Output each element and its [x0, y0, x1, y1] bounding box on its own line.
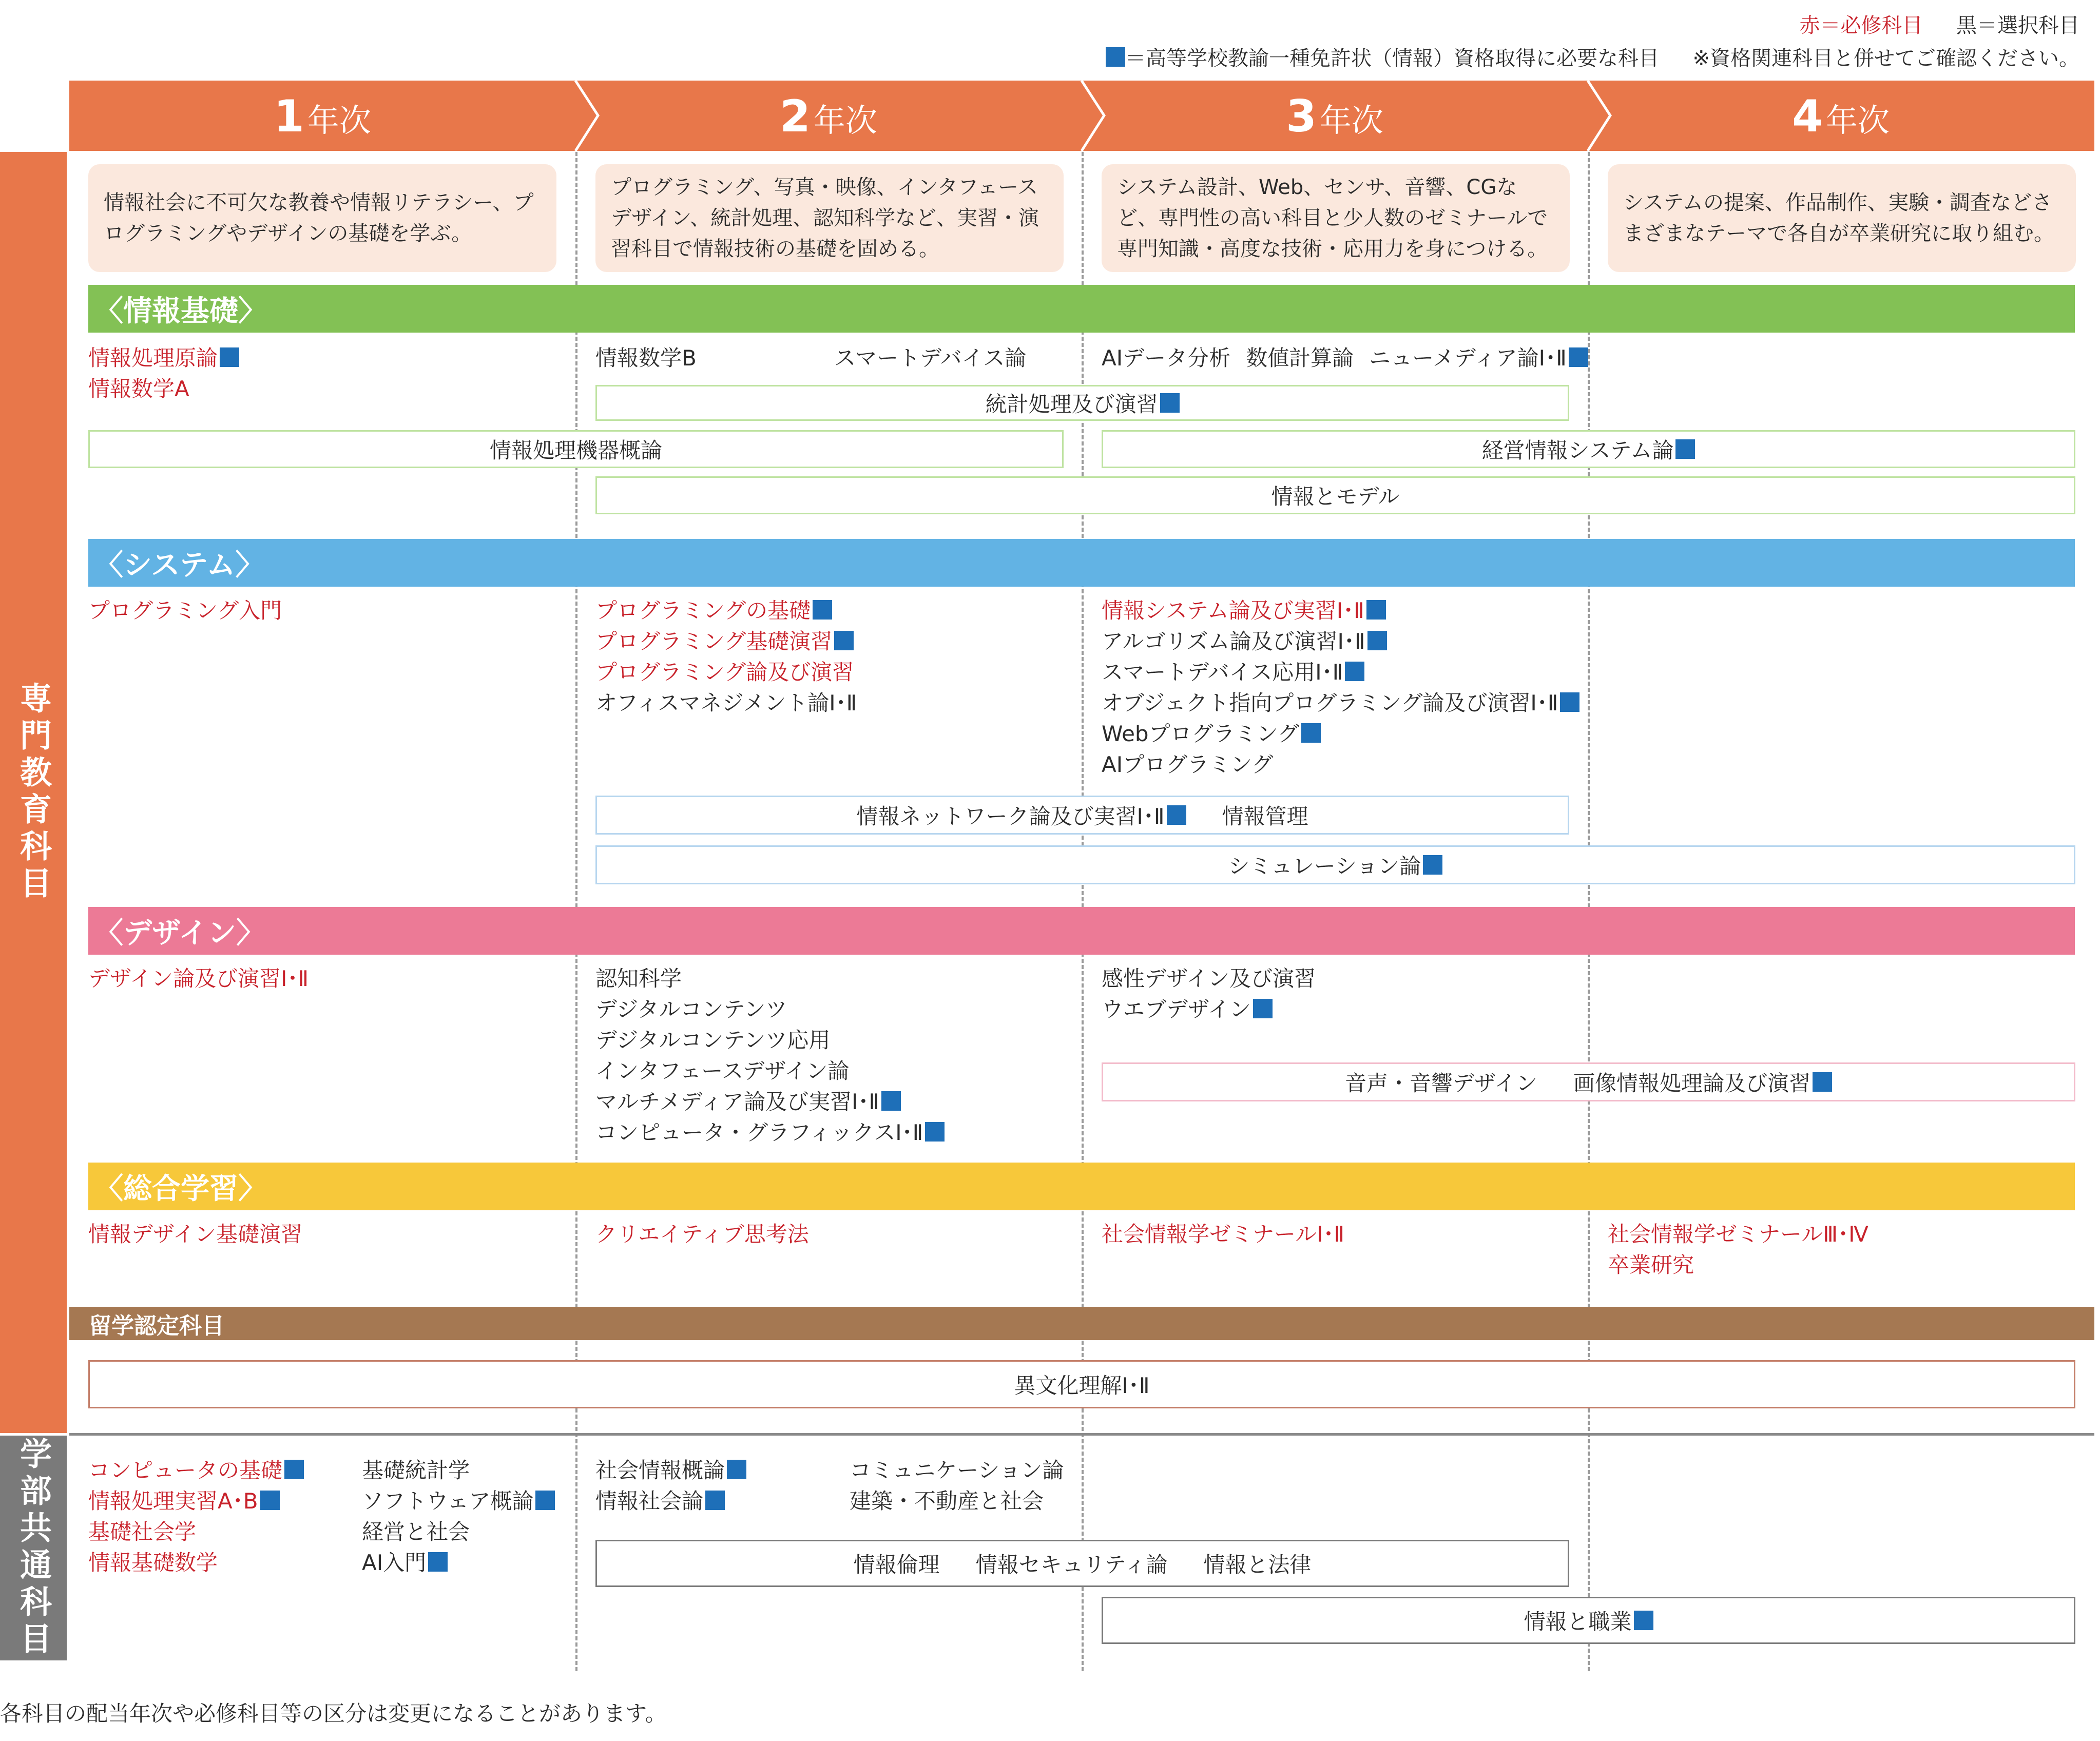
kiso-year1-list	[88, 343, 239, 404]
course-item: Webプログラミング	[1102, 719, 1579, 749]
year-3-description: システム設計、Web、センサ、音響、CGなど、専門性の高い科目と少人数のゼミナールで専門知識・高度な技術・応用力を身につける。	[1102, 164, 1570, 272]
system-box-sim: シミュレーション論	[595, 845, 2075, 884]
course-item: 社会情報学ゼミナールⅠ･Ⅱ	[1102, 1222, 1345, 1247]
system-year3-list	[1102, 595, 1579, 780]
common-year2-list-a	[595, 1455, 746, 1517]
ryuugaku-header: 留学認定科目	[69, 1307, 2094, 1340]
license-square-icon	[284, 1460, 304, 1479]
course-item: AIデータ分析	[1102, 345, 1231, 371]
license-square-icon	[1423, 855, 1442, 875]
license-square-icon	[1301, 723, 1321, 743]
course-item: 認知科学	[595, 966, 682, 991]
legend-required: 赤＝必修科目	[1799, 14, 1923, 37]
course-item: コミュニケーション論	[850, 1458, 1064, 1483]
license-square-icon	[813, 600, 832, 620]
license-square-icon	[220, 347, 239, 367]
section-divider	[69, 1433, 2094, 1436]
sidebar-common-label: 学部共通科目	[14, 1437, 52, 1659]
legend-license: ＝高等学校教諭一種免許状（情報）資格取得に必要な科目	[1125, 47, 1660, 70]
kiso-box-toukei: 統計処理及び演習	[595, 385, 1569, 421]
license-square-icon	[1813, 1072, 1832, 1092]
year-4-label: 4年次	[1792, 91, 1890, 142]
license-square-icon	[1560, 692, 1579, 712]
sougou-year1-list	[88, 1219, 302, 1250]
course-item: 情報処理原論	[88, 343, 239, 374]
course-item: プログラミング論及び演習	[595, 660, 854, 685]
kiso-box-kiki: 情報処理機器概論	[88, 430, 1064, 468]
course-item: 社会情報学ゼミナールⅢ･Ⅳ	[1608, 1222, 1868, 1247]
course-item: アルゴリズム論及び演習Ⅰ･Ⅱ	[1102, 626, 1579, 657]
license-square-icon	[1106, 47, 1125, 67]
license-square-icon	[705, 1491, 725, 1510]
license-square-icon	[428, 1552, 448, 1572]
year-1-label: 1年次	[274, 91, 371, 142]
year-2-description: プログラミング、写真・映像、インタフェースデザイン、統計処理、認知科学など、実習・演習科目で情報技術の基礎を固める。	[595, 164, 1064, 272]
legend-elective: 黒＝選択科目	[1956, 14, 2079, 37]
course-item: 社会情報概論	[595, 1455, 746, 1486]
footnote: 各科目の配当年次や必修科目等の区分は変更になることがあります。	[0, 1701, 667, 1726]
common-year2-list-b	[850, 1455, 1064, 1517]
course-item: 卒業研究	[1608, 1252, 1694, 1278]
system-year1-list	[88, 595, 282, 626]
course-item: クリエイティブ思考法	[595, 1222, 809, 1247]
course-item: 基礎社会学	[88, 1519, 197, 1544]
course-item: AI入門	[362, 1547, 555, 1578]
common-year1-list-a	[88, 1455, 304, 1578]
legend-check-note: ※資格関連科目と併せてご確認ください。	[1692, 47, 2079, 70]
course-item: 建築・不動産と社会	[850, 1488, 1044, 1514]
year-4-description: システムの提案、作品制作、実験・調査などさまざまなテーマで各自が卒業研究に取り組む。	[1608, 164, 2076, 272]
sougou-year4-list	[1608, 1219, 1868, 1281]
course-item: ニューメディア論Ⅰ･Ⅱ	[1369, 345, 1567, 371]
design-year1-list	[88, 963, 309, 994]
course-item: 情報基礎数学	[88, 1550, 218, 1575]
kiso-year2-b: スマートデバイス論	[834, 345, 1027, 371]
course-item: マルチメディア論及び実習Ⅰ･Ⅱ	[595, 1087, 945, 1117]
course-item: 情報システム論及び実習Ⅰ･Ⅱ	[1102, 595, 1579, 626]
license-square-icon	[881, 1091, 901, 1111]
course-item: ソフトウェア概論	[362, 1486, 555, 1517]
design-year3-list	[1102, 963, 1316, 1025]
license-square-icon	[1253, 999, 1273, 1018]
kiso-year3-list	[1102, 343, 1588, 374]
license-square-icon	[1367, 631, 1387, 650]
course-item: 情報デザイン基礎演習	[88, 1222, 303, 1247]
course-item: ウエブデザイン	[1102, 994, 1316, 1025]
course-item: プログラミング入門	[88, 598, 282, 623]
ryuugaku-box-ibunka: 異文化理解Ⅰ･Ⅱ	[88, 1360, 2075, 1408]
common-year1-list-b	[362, 1455, 555, 1578]
kiso-box-keiei: 経営情報システム論	[1102, 430, 2075, 468]
sougou-year3-list	[1102, 1219, 1344, 1250]
license-square-icon	[535, 1491, 555, 1510]
sidebar-common	[0, 1436, 67, 1660]
course-item: 情報社会論	[595, 1486, 746, 1517]
course-item: コンピュータ・グラフィックスⅠ･Ⅱ	[595, 1117, 945, 1148]
common-box-shokugyou: 情報と職業	[1102, 1597, 2075, 1644]
course-item: コンピュータの基礎	[88, 1455, 304, 1486]
course-item: 基礎統計学	[362, 1458, 470, 1483]
course-item: デジタルコンテンツ	[595, 997, 787, 1022]
course-item: 経営と社会	[362, 1519, 470, 1544]
common-box-rinri: 情報倫理 情報セキュリティ論 情報と法律	[595, 1540, 1569, 1587]
legend-line-1	[1800, 9, 2079, 38]
category-design: 〈デザイン〉	[88, 907, 2075, 955]
course-item: スマートデバイス応用Ⅰ･Ⅱ	[1102, 657, 1579, 688]
course-item: 情報処理実習A･B	[88, 1486, 304, 1517]
license-square-icon	[727, 1460, 746, 1479]
license-square-icon	[925, 1122, 945, 1142]
license-square-icon	[834, 631, 854, 650]
course-item: オフィスマネジメント論Ⅰ･Ⅱ	[595, 690, 857, 715]
license-square-icon	[1160, 393, 1180, 413]
legend-line-2	[1104, 42, 2079, 71]
sidebar-senmon-label: 専門教育科目	[14, 682, 52, 903]
course-item: 情報数学A	[88, 376, 189, 401]
license-square-icon	[1634, 1611, 1653, 1630]
course-item: デジタルコンテンツ応用	[595, 1028, 831, 1053]
sidebar-senmon	[0, 152, 67, 1433]
year-2-label: 2年次	[780, 91, 877, 142]
year-header	[69, 81, 2094, 151]
license-square-icon	[1366, 600, 1386, 620]
course-item: 感性デザイン及び演習	[1102, 966, 1316, 991]
design-box-onsei: 音声・音響デザイン 画像情報処理論及び演習	[1102, 1062, 2075, 1101]
kiso-year2-a: 情報数学B	[595, 345, 697, 371]
course-item: プログラミング基礎演習	[595, 626, 857, 657]
category-sougou: 〈総合学習〉	[88, 1163, 2075, 1210]
course-item: インタフェースデザイン論	[595, 1058, 850, 1084]
license-square-icon	[1345, 662, 1364, 681]
design-year2-list	[595, 963, 945, 1148]
category-kiso: 〈情報基礎〉	[88, 285, 2075, 333]
license-square-icon	[1675, 439, 1695, 459]
system-year2-list	[595, 595, 857, 719]
year-1-description: 情報社会に不可欠な教養や情報リテラシー、プログラミングやデザインの基礎を学ぶ。	[88, 164, 556, 272]
kiso-box-model: 情報とモデル	[595, 476, 2075, 514]
license-square-icon	[260, 1491, 280, 1510]
license-square-icon	[1167, 805, 1186, 825]
course-item: デザイン論及び演習Ⅰ･Ⅱ	[88, 966, 309, 991]
year-3-label: 3年次	[1286, 91, 1383, 142]
course-item: 数値計算論	[1246, 345, 1354, 371]
sougou-year2-list	[595, 1219, 809, 1250]
course-item: プログラミングの基礎	[595, 595, 857, 626]
course-item: オブジェクト指向プログラミング論及び演習Ⅰ･Ⅱ	[1102, 688, 1579, 719]
category-system: 〈システム〉	[88, 539, 2075, 587]
license-square-icon	[1569, 347, 1588, 367]
course-item: AIプログラミング	[1102, 752, 1274, 777]
system-box-network: 情報ネットワーク論及び実習Ⅰ･Ⅱ 情報管理	[595, 796, 1569, 835]
